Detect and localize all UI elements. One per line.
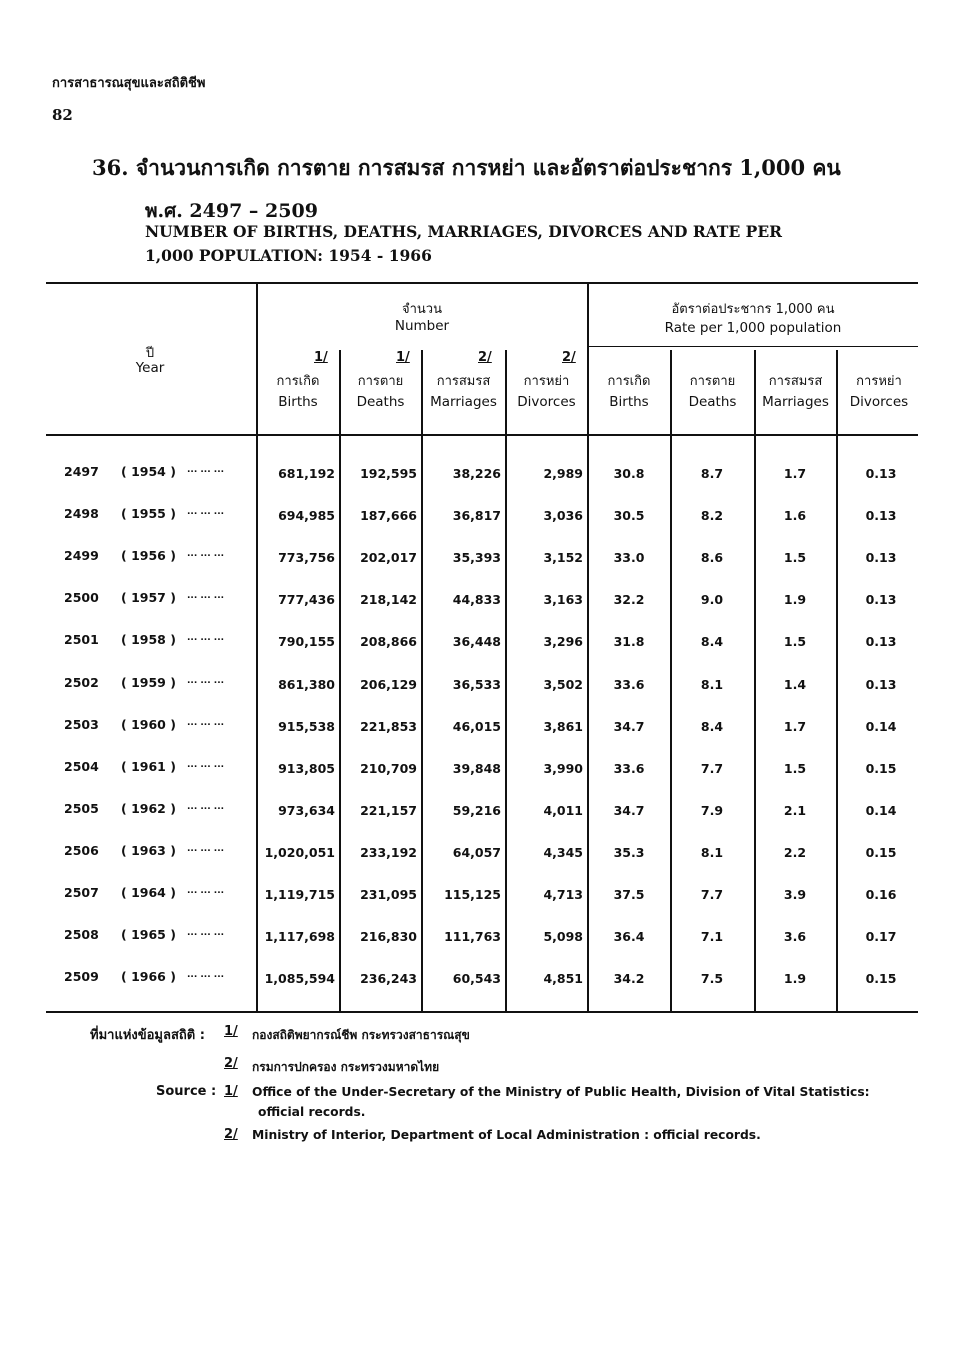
footnote-marker: 1/ [224,1024,238,1039]
column-header [257,372,339,412]
column-header [671,372,754,412]
table-cell: 8.2 [700,508,724,523]
table-cell: 3,990 [543,761,583,776]
table-bottom-rule [46,1011,918,1013]
table-cell: 777,436 [278,592,335,607]
leader-dots: ... ... ... [187,886,225,896]
column-header [837,372,921,412]
table-cell: 206,129 [360,677,417,692]
leader-dots: ... ... ... [187,591,225,601]
year-be: 2504 [64,759,99,774]
leader-dots: ... ... ... [187,507,225,517]
page-number: 82 [52,106,73,124]
table-cell: 0.13 [865,634,897,649]
table-cell: 0.15 [865,971,897,986]
leader-dots: ... ... ... [187,802,225,812]
column-header-english: Divorces [517,394,576,410]
table-cell: 1.9 [783,971,807,986]
table-cell: 2.1 [783,803,807,818]
table-cell: 8.1 [700,677,724,692]
title-english-line2: 1,000 POPULATION: 1954 - 1966 [145,246,432,265]
leader-dots: ... ... ... [187,928,225,938]
table-cell: 0.13 [865,677,897,692]
table-cell: 681,192 [278,466,335,481]
table-cell: 37.5 [613,887,645,902]
table-cell: 8.6 [700,550,724,565]
rate-group-rule [588,346,918,347]
year-ce: ( 1964 ) [121,885,176,900]
table-cell: 216,830 [360,929,417,944]
table-cell: 233,192 [360,845,417,860]
year-ce: ( 1965 ) [121,927,176,942]
table-cell: 1.7 [783,719,807,734]
table-cell: 4,851 [543,971,583,986]
table-cell: 35.3 [613,845,645,860]
year-be: 2507 [64,885,99,900]
table-cell: 1,119,715 [264,887,335,902]
year-ce: ( 1961 ) [121,759,176,774]
column-header-thai: การเกิด [607,374,651,389]
table-cell: 0.16 [865,887,897,902]
leader-dots: ... ... ... [187,760,225,770]
table-cell: 30.5 [613,508,645,523]
table-cell: 0.15 [865,845,897,860]
footnote-marker: 2/ [224,1056,238,1071]
table-cell: 973,634 [278,803,335,818]
footnote-marker: 1/ [396,350,410,365]
column-header-thai: การเกิด [276,374,320,389]
source-english-1b: official records. [258,1105,366,1119]
table-cell: 8.7 [700,466,724,481]
table-cell: 861,380 [278,677,335,692]
table-cell: 34.7 [613,719,645,734]
table-cell: 8.4 [700,634,724,649]
year-be: 2509 [64,969,99,984]
source-english-1a: Office of the Under-Secretary of the Ministry of Public Health, Division of Vital Statistics: [252,1085,870,1099]
year-be: 2500 [64,590,99,605]
year-ce: ( 1962 ) [121,801,176,816]
column-header-thai: การตาย [357,374,404,389]
column-divider [670,350,672,1012]
year-be: 2506 [64,843,99,858]
table-cell: 1.5 [783,550,807,565]
year-header-english: Year [135,360,165,376]
year-header-thai: ปี [145,346,155,361]
column-divider [754,350,756,1012]
table-cell: 33.6 [613,761,645,776]
table-cell: 8.1 [700,845,724,860]
table-cell: 790,155 [278,634,335,649]
year-be: 2505 [64,801,99,816]
table-cell: 59,216 [452,803,501,818]
table-cell: 3.6 [783,929,807,944]
table-cell: 7.5 [700,971,724,986]
table-cell: 210,709 [360,761,417,776]
column-header-english: Births [609,394,649,410]
year-ce: ( 1954 ) [121,464,176,479]
table-cell: 0.13 [865,592,897,607]
year-be: 2498 [64,506,99,521]
source-label-thai: ที่มาแห่งข้อมูลสถิติ : [90,1028,205,1043]
table-cell: 218,142 [360,592,417,607]
table-cell: 3,036 [543,508,583,523]
year-be: 2499 [64,548,99,563]
year-ce: ( 1959 ) [121,675,176,690]
table-cell: 0.13 [865,508,897,523]
table-cell: 44,833 [452,592,501,607]
column-header-thai: การสมรส [768,374,823,389]
table-cell: 3,502 [543,677,583,692]
leader-dots: ... ... ... [187,676,225,686]
column-divider [836,350,838,1012]
year-be: 2503 [64,717,99,732]
table-cell: 1.4 [783,677,807,692]
table-cell: 60,543 [452,971,501,986]
table-cell: 231,095 [360,887,417,902]
footnote-marker: 2/ [478,350,492,365]
title-english-line1: NUMBER OF BIRTHS, DEATHS, MARRIAGES, DIVORCES AND RATE PER [145,222,783,241]
table-cell: 4,011 [543,803,583,818]
header-bottom-rule [46,434,918,436]
table-cell: 9.0 [700,592,724,607]
leader-dots: ... ... ... [187,844,225,854]
table-cell: 32.2 [613,592,645,607]
year-ce: ( 1956 ) [121,548,176,563]
table-cell: 111,763 [444,929,501,944]
year-ce: ( 1960 ) [121,717,176,732]
table-cell: 915,538 [278,719,335,734]
source-label-english: Source : [156,1084,217,1099]
table-cell: 36,817 [452,508,501,523]
table-cell: 35,393 [452,550,501,565]
column-header-thai: การหย่า [856,374,902,389]
leader-dots: ... ... ... [187,549,225,559]
title-thai-line1: จำนวนการเกิด การตาย การสมรส การหย่า และอัตราต่อประชากร 1,000 คน [135,155,841,180]
table-cell: 0.13 [865,550,897,565]
leader-dots: ... ... ... [187,970,225,980]
table-cell: 3,152 [543,550,583,565]
table-cell: 3,163 [543,592,583,607]
table-cell: 64,057 [452,845,501,860]
column-header [755,372,836,412]
leader-dots: ... ... ... [187,633,225,643]
year-be: 2502 [64,675,99,690]
table-cell: 202,017 [360,550,417,565]
table-cell: 1.5 [783,761,807,776]
year-ce: ( 1957 ) [121,590,176,605]
column-header [422,372,505,412]
table-cell: 36,448 [452,634,501,649]
table-cell: 0.14 [865,719,897,734]
table-cell: 5,098 [543,929,583,944]
table-cell: 115,125 [444,887,501,902]
table-cell: 31.8 [613,634,645,649]
table-cell: 1.6 [783,508,807,523]
table-title-thai [92,152,841,185]
table-cell: 1.7 [783,466,807,481]
table-cell: 221,853 [360,719,417,734]
table-cell: 3.9 [783,887,807,902]
column-header-english: Births [278,394,318,410]
leader-dots: ... ... ... [187,465,225,475]
table-cell: 39,848 [452,761,501,776]
table-cell: 1.5 [783,634,807,649]
table-cell: 7.1 [700,929,724,944]
table-cell: 773,756 [278,550,335,565]
table-cell: 33.6 [613,677,645,692]
table-cell: 0.14 [865,803,897,818]
year-ce: ( 1966 ) [121,969,176,984]
table-cell: 187,666 [360,508,417,523]
table-cell: 7.9 [700,803,724,818]
table-cell: 1,085,594 [264,971,335,986]
column-header-english: Deaths [356,394,405,410]
year-be: 2497 [64,464,99,479]
number-group-english: Number [394,318,450,334]
running-header: การสาธารณสุขและสถิติชีพ [52,76,206,91]
footnote-marker: 2/ [562,350,576,365]
leader-dots: ... ... ... [187,718,225,728]
table-cell: 2.2 [783,845,807,860]
table-cell: 7.7 [700,761,724,776]
table-cell: 33.0 [613,550,645,565]
footnote-marker: 2/ [224,1127,238,1142]
year-ce: ( 1958 ) [121,632,176,647]
table-cell: 1,117,698 [264,929,335,944]
column-header [340,372,421,412]
column-header [506,372,587,412]
column-header [588,372,670,412]
footnote-marker: 1/ [314,350,328,365]
column-header-thai: การสมรส [436,374,491,389]
number-group-thai: จำนวน [402,302,442,317]
number-group-header [257,300,587,336]
rate-group-thai: อัตราต่อประชากร 1,000 คน [671,302,835,317]
table-cell: 34.7 [613,803,645,818]
table-cell: 38,226 [452,466,501,481]
table-cell: 4,345 [543,845,583,860]
table-cell: 3,861 [543,719,583,734]
table-cell: 1.9 [783,592,807,607]
column-header-english: Deaths [688,394,737,410]
table-cell: 221,157 [360,803,417,818]
table-cell: 36.4 [613,929,645,944]
table-cell: 36,533 [452,677,501,692]
source-thai-1: กองสถิติพยากรณ์ชีพ กระทรวงสาธารณสุข [252,1028,470,1042]
column-header-english: Marriages [430,394,497,410]
footnote-marker: 1/ [224,1084,238,1099]
table-cell: 30.8 [613,466,645,481]
year-column-header [100,344,200,378]
table-cell: 0.17 [865,929,897,944]
table-cell: 7.7 [700,887,724,902]
column-header-thai: การหย่า [523,374,570,389]
column-header-english: Marriages [762,394,829,410]
table-cell: 8.4 [700,719,724,734]
table-number: 36. [92,155,129,180]
table-cell: 2,989 [543,466,583,481]
rate-group-english: Rate per 1,000 population [664,320,842,336]
table-cell: 192,595 [360,466,417,481]
source-english-2: Ministry of Interior, Department of Local Administration : official records. [252,1128,761,1142]
column-header-thai: การตาย [689,374,736,389]
column-header-english: Divorces [849,394,909,410]
table-cell: 0.13 [865,466,897,481]
table-cell: 3,296 [543,634,583,649]
table-cell: 4,713 [543,887,583,902]
table-cell: 46,015 [452,719,501,734]
table-cell: 208,866 [360,634,417,649]
table-cell: 236,243 [360,971,417,986]
table-cell: 0.15 [865,761,897,776]
table-cell: 913,805 [278,761,335,776]
table-cell: 694,985 [278,508,335,523]
year-ce: ( 1963 ) [121,843,176,858]
table-cell: 34.2 [613,971,645,986]
title-thai-line2: พ.ศ. 2497 – 2509 [145,200,318,222]
table-cell: 1,020,051 [264,845,335,860]
year-ce: ( 1955 ) [121,506,176,521]
table-top-rule [46,282,918,284]
source-thai-2: กรมการปกครอง กระทรวงมหาดไทย [252,1060,440,1074]
year-be: 2508 [64,927,99,942]
year-be: 2501 [64,632,99,647]
rate-group-header [588,300,918,338]
